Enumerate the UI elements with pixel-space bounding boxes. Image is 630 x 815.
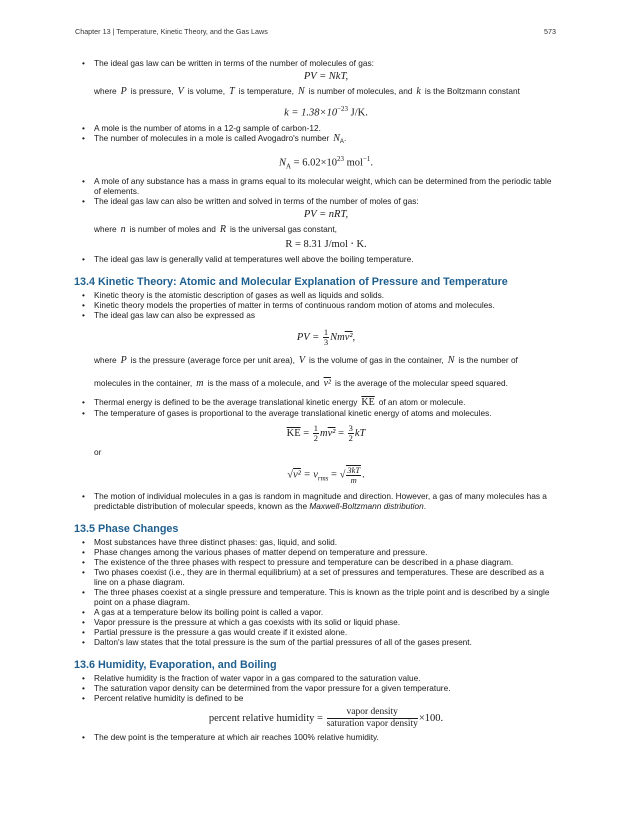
section-heading-13-5: 13.5 Phase Changes	[74, 522, 179, 535]
equation-kinetic-energy: $\overline{KE}$ = $\frac{1}{2}$ mv² = $\frac{3}{2}$ kT	[286, 422, 366, 443]
list-item: • Two phases coexist (i.e., they are in thermal equilibrium) at a set of pressures and temperatures. These are described as a line on a phase diagram.	[74, 567, 558, 587]
list-item: • The saturation vapor density can be determined from the vapor pressure for a given temperature.	[74, 683, 558, 693]
list-item: • Kinetic theory models the properties of matter in terms of continuous random motion of atoms and molecules.	[74, 300, 558, 310]
equation-relative-humidity: percent relative humidity = $\frac{\text{vapor density}}{\text{saturation vapor density}}$ ×100.	[208, 706, 444, 729]
summary-list-humidity	[74, 673, 558, 703]
list-item: • Percent relative humidity is defined to be	[74, 693, 558, 703]
equation-avogadro: $N_A = 6.02\times 10^{23}$ mol$^{-1}$.	[278, 155, 374, 171]
summary-list-mole	[74, 123, 558, 148]
fraction-three-halves: $\frac{3}{2}$	[348, 422, 353, 443]
equation-pv-kinetic: PV = $\frac{1}{3}$ Nmv²,	[296, 326, 356, 347]
summary-list-phase-changes	[74, 537, 558, 647]
chapter-title: Chapter 13 | Temperature, Kinetic Theory, and the Gas Laws	[75, 27, 268, 36]
list-item: • The three phases coexist at a single pressure and temperature. This is known as the triple point and is described by a single point on a phase diagram.	[74, 587, 558, 607]
page-number: 573	[544, 27, 556, 36]
equation-vrms: $√v^2 = v_{rms}$ = √ $\frac{3kT}{m}$ .	[287, 464, 365, 485]
or-text: or	[94, 446, 102, 457]
list-item: • The temperature of gases is proportional to the average translational kinetic energy of atoms and molecules.	[74, 408, 558, 418]
list-item: • A mole is the number of atoms in a 12-g sample of carbon-12.	[74, 123, 558, 133]
list-item: • The ideal gas law is generally valid at temperatures well above the boiling temperature.	[74, 254, 558, 264]
list-item: • The ideal gas law can also be written and solved in terms of the number of moles of gas:	[74, 196, 558, 206]
equation-boltzmann: $k = 1.38\times 10^{-23}$ J/K.	[284, 105, 368, 119]
page-header	[75, 27, 556, 36]
page-content	[74, 58, 558, 742]
list-item: • Vapor pressure is the pressure at which a gas coexists with its solid or liquid phase.	[74, 617, 558, 627]
list-item: • Kinetic theory is the atomistic description of gases as well as liquids and solids.	[74, 290, 558, 300]
summary-list-dew-point	[74, 732, 558, 742]
fraction-humidity: $\frac{\text{vapor density}}{\text{saturation vapor density}}$	[326, 706, 418, 729]
where-line-kinetic-2: molecules in the container, m is the mass of a molecule, and v² is the average of the molecular speed squared.	[94, 377, 508, 389]
list-item: • Relative humidity is the fraction of water vapor in a gas compared to the saturation value.	[74, 673, 558, 683]
equation-pv-nrt: PV = nRT,	[303, 208, 349, 220]
list-item: • Phase changes among the various phases of matter depend on temperature and pressure.	[74, 547, 558, 557]
fraction-one-half: $\frac{1}{2}$	[313, 422, 319, 443]
list-item: • The motion of individual molecules in a gas is random in magnitude and direction. However, a gas of many molecules has a predictable distribution of molecular speeds, known as the Maxwell-Boltzmann distribution.	[74, 491, 558, 511]
summary-list-moles	[74, 176, 558, 206]
summary-list-gas-laws	[74, 58, 558, 68]
summary-list-validity	[74, 254, 558, 264]
list-item: • A mole of any substance has a mass in grams equal to its molecular weight, which can be determined from the periodic table of elements.	[74, 176, 558, 196]
list-item: • The ideal gas law can also be expressed as	[74, 310, 558, 320]
list-item: • The existence of the three phases with respect to pressure and temperature can be described in a phase diagram.	[74, 557, 558, 567]
where-line-nrt: where n is number of moles and R is the universal gas constant,	[94, 223, 337, 235]
list-item: • The dew point is the temperature at which air reaches 100% relative humidity.	[74, 732, 558, 742]
list-item: • A gas at a temperature below its boiling point is called a vapor.	[74, 607, 558, 617]
section-heading-13-6: 13.6 Humidity, Evaporation, and Boiling	[74, 658, 277, 671]
list-item: • Thermal energy is defined to be the average translational kinetic energy $\overline{KE}$ of an atom or molecule.	[74, 397, 558, 408]
equation-pv-nkt: PV = NkT,	[303, 71, 349, 82]
list-item: • Most substances have three distinct phases: gas, liquid, and solid.	[74, 537, 558, 547]
fraction-3kt-m: $\frac{3kT}{m}$	[347, 464, 361, 485]
list-item: • The number of molecules in a mole is called Avogadro's number $N_A$.	[74, 133, 558, 148]
summary-list-kinetic-theory	[74, 290, 558, 320]
summary-list-maxwell	[74, 491, 558, 511]
fraction-one-third: $\frac{1}{3}$	[323, 326, 329, 347]
list-item: • Partial pressure is the pressure a gas would create if it existed alone.	[74, 627, 558, 637]
section-heading-13-4: 13.4 Kinetic Theory: Atomic and Molecular Explanation of Pressure and Temperature	[74, 275, 508, 288]
equation-gas-constant: R = 8.31 J/mol ⋅ K.	[285, 238, 367, 250]
list-item: • The ideal gas law can be written in terms of the number of molecules of gas:	[74, 58, 558, 68]
summary-list-thermal	[74, 397, 558, 418]
where-line-nkt: where P is pressure, V is volume, T is temperature, N is number of molecules, and k is the Boltzmann constant	[94, 86, 520, 97]
where-line-kinetic: where P is the pressure (average force per unit area), V is the volume of gas in the container, N is the number of	[94, 354, 518, 366]
list-item: • Dalton's law states that the total pressure is the sum of the partial pressures of all of the gases present.	[74, 637, 558, 647]
